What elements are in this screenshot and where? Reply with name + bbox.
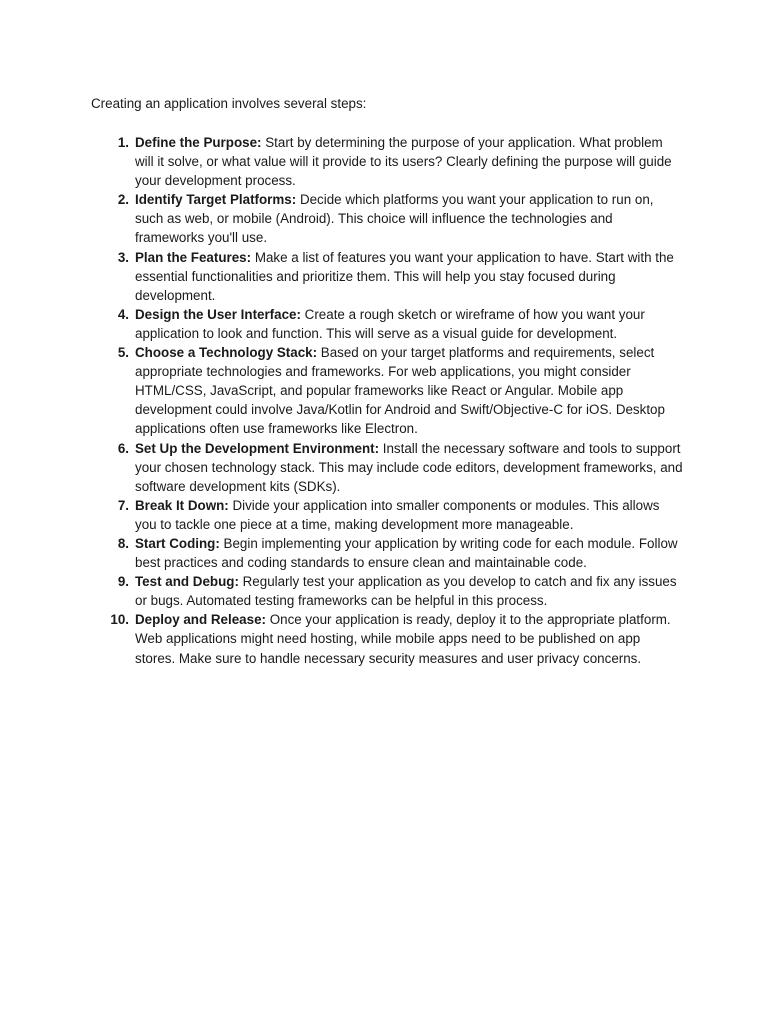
- step-title: Set Up the Development Environment:: [135, 440, 383, 456]
- step-title: Deploy and Release:: [135, 612, 270, 628]
- step-title: Break It Down:: [135, 497, 233, 513]
- step-number: 9.: [117, 574, 129, 590]
- step-text: Based on your target platforms and requirements, select appropriate technologies and frameworks. For web applications, you might consider HTML/CSS, JavaScript, and popular frameworks like React or Angular. Mobile app development could involve Java/Kotlin for Android and Swift/Objective-C for iOS. Desktop applications often use frameworks like Electron.: [135, 345, 665, 437]
- list-item-step-4: [117, 305, 683, 343]
- step-title: Define the Purpose:: [135, 135, 266, 150]
- step-number: 4.: [117, 306, 129, 322]
- step-title: Design the User Interface:: [135, 306, 305, 322]
- list-item-step-8: [117, 534, 683, 572]
- step-number: 8.: [117, 535, 129, 551]
- step-number: 6.: [117, 440, 129, 456]
- step-text: Start by determining the purpose of your application. What problem will it solve, or what value will it provide to its users? Clearly defining the purpose will guide your development process.: [135, 135, 672, 189]
- step-title: Start Coding:: [135, 535, 224, 551]
- steps-list: [110, 133, 683, 668]
- list-item-step-6: [117, 439, 683, 496]
- list-item-step-5: [117, 343, 683, 438]
- step-number: 10.: [110, 612, 129, 628]
- step-number: 1.: [117, 135, 129, 150]
- step-number: 2.: [117, 192, 129, 208]
- step-text: Create a rough sketch or wireframe of how you want your application to look and function. This will serve as a visual guide for development.: [135, 306, 645, 341]
- list-item-step-2: [117, 190, 683, 247]
- step-text: Once your application is ready, deploy it to the appropriate platform. Web applications might need hosting, while mobile apps need to be published on app stores. Make sure to handle necessary security measures and user privacy concerns.: [135, 612, 671, 666]
- step-number: 3.: [117, 249, 129, 265]
- step-text: Decide which platforms you want your application to run on, such as web, or mobile (Android). This choice will influence the technologies and frameworks you'll use.: [135, 192, 654, 246]
- step-title: Identify Target Platforms:: [135, 192, 300, 208]
- list-item-step-1: [117, 133, 683, 190]
- intro-paragraph: Creating an application involves several steps:: [91, 96, 367, 111]
- list-item-step-3: [117, 248, 683, 305]
- list-item-step-9: [117, 572, 683, 610]
- step-text: Install the necessary software and tools to support your chosen technology stack. This may include code editors, development frameworks, and software development kits (SDKs).: [135, 440, 683, 494]
- step-number: 7.: [117, 497, 129, 513]
- list-item-step-10: [110, 610, 683, 667]
- step-number: 5.: [117, 345, 129, 361]
- step-title: Test and Debug:: [135, 574, 243, 590]
- step-title: Plan the Features:: [135, 249, 255, 265]
- step-title: Choose a Technology Stack:: [135, 345, 321, 361]
- step-text: Divide your application into smaller components or modules. This allows you to tackle one piece at a time, making development more manageable.: [135, 497, 660, 532]
- step-text: Make a list of features you want your application to have. Start with the essential functionalities and prioritize them. This will help you stay focused during development.: [135, 249, 674, 303]
- step-text: Begin implementing your application by writing code for each module. Follow best practices and coding standards to ensure clean and maintainable code.: [135, 535, 678, 571]
- list-item-step-7: [117, 496, 683, 534]
- step-text: Regularly test your application as you develop to catch and fix any issues or bugs. Automated testing frameworks can be helpful in this process.: [135, 574, 677, 609]
